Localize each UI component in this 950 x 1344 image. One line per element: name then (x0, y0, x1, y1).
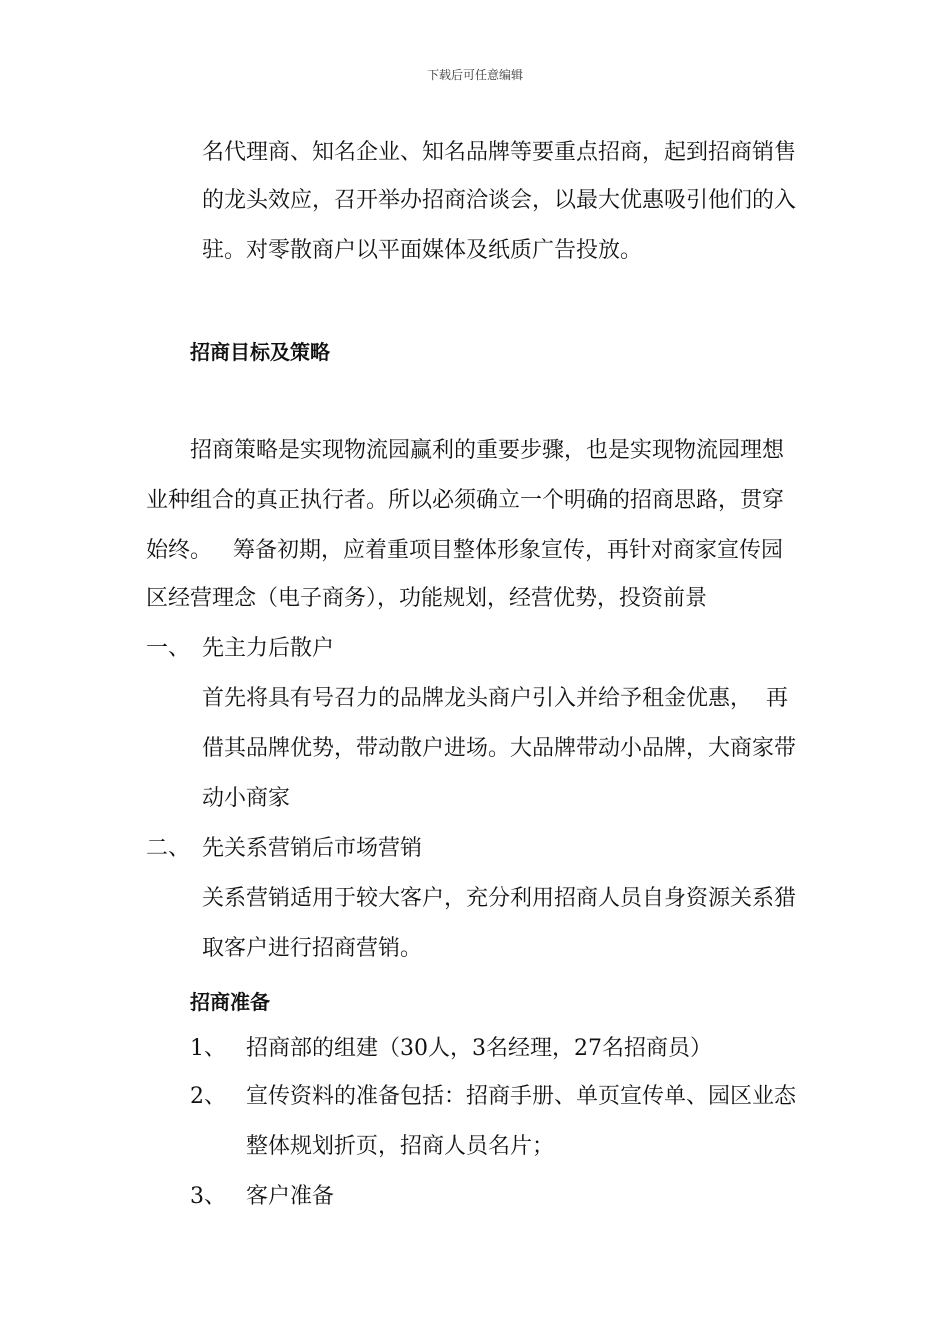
item-2-line-1: 关系营销适用于较大客户，充分利用招商人员自身资源关系猎 (202, 886, 797, 911)
item-1-line-3: 动小商家 (202, 786, 291, 811)
section-title-preparation: 招商准备 (190, 990, 270, 1014)
intro-line-3: 驻。对零散商户以平面媒体及纸质广告投放。 (202, 238, 643, 263)
prep-1-text: 招商部的组建（30人，3名经理，27名招商员） (246, 1036, 712, 1061)
strategy-line-3: 始终。 筹备初期，应着重项目整体形象宣传，再针对商家宣传园 (146, 538, 783, 563)
prep-2-line-1: 宣传资料的准备包括：招商手册、单页宣传单、园区业态 (246, 1084, 797, 1109)
item-1-number: 一、 (146, 636, 191, 661)
intro-line-2: 的龙头效应，召开举办招商洽谈会，以最大优惠吸引他们的入 (202, 188, 797, 213)
prep-1-number: 1、 (190, 1036, 226, 1061)
strategy-line-2: 业种组合的真正执行者。所以必须确立一个明确的招商思路，贯穿 (146, 488, 785, 513)
strategy-line-1: 招商策略是实现物流园赢利的重要步骤，也是实现物流园理想 (190, 438, 785, 463)
strategy-line-4: 区经营理念（电子商务），功能规划，经营优势，投资前景 (146, 586, 708, 611)
item-1-line-2: 借其品牌优势，带动散户进场。大品牌带动小品牌，大商家带 (202, 736, 797, 761)
prep-2-number: 2、 (190, 1084, 226, 1109)
section-title-strategy: 招商目标及策略 (190, 340, 330, 364)
intro-line-1: 名代理商、知名企业、知名品牌等要重点招商，起到招商销售 (202, 140, 797, 165)
item-1-line-1: 首先将具有号召力的品牌龙头商户引入并给予租金优惠， 再 (202, 686, 788, 711)
prep-3-number: 3、 (190, 1184, 226, 1209)
item-2-number: 二、 (146, 836, 191, 861)
prep-3-text: 客户准备 (246, 1184, 335, 1209)
item-2-title: 先关系营销后市场营销 (202, 836, 423, 861)
prep-2-line-2: 整体规划折页，招商人员名片； (246, 1134, 555, 1159)
page-header: 下载后可任意编辑 (426, 68, 523, 82)
item-1-title: 先主力后散户 (202, 636, 335, 661)
item-2-line-2: 取客户进行招商营销。 (202, 936, 423, 961)
